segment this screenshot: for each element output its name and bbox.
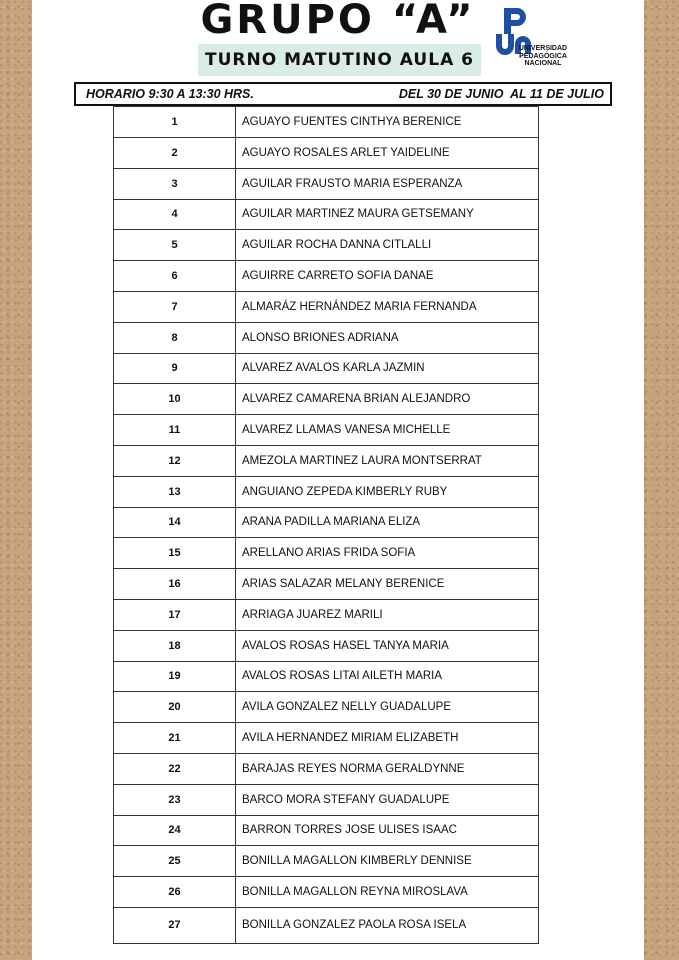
student-number: 19: [114, 661, 236, 692]
table-row: [114, 384, 539, 415]
student-name: ALVAREZ LLAMAS VANESA MICHELLE: [236, 415, 539, 446]
page-title: GRUPO “A”: [200, 0, 476, 43]
logo-line-2: PEDAGÓGICA: [519, 52, 567, 60]
table-row: [114, 261, 539, 292]
schedule-dates: DEL 30 DE JUNIO AL 11 DE JULIO: [398, 87, 604, 101]
table-row: [114, 692, 539, 723]
student-number: 15: [114, 538, 236, 569]
student-name: BARAJAS REYES NORMA GERALDYNNE: [236, 753, 539, 784]
student-name: AGUILAR MARTINEZ MAURA GETSEMANY: [236, 199, 539, 230]
student-number: 11: [114, 415, 236, 446]
student-name: ALMARÁZ HERNÁNDEZ MARIA FERNANDA: [236, 291, 539, 322]
schedule-hours: HORARIO 9:30 A 13:30 HRS.: [86, 87, 254, 101]
student-name: AMEZOLA MARTINEZ LAURA MONTSERRAT: [236, 445, 539, 476]
table-row: [114, 445, 539, 476]
student-number: 2: [114, 138, 236, 169]
student-table-body: [114, 107, 539, 944]
table-row: [114, 723, 539, 754]
student-number: 17: [114, 599, 236, 630]
student-name: BONILLA MAGALLON REYNA MIROSLAVA: [236, 877, 539, 908]
student-number: 3: [114, 168, 236, 199]
roster-sheet: [32, 0, 644, 960]
student-number: 6: [114, 261, 236, 292]
table-row: [114, 138, 539, 169]
student-name: BARRON TORRES JOSE ULISES ISAAC: [236, 815, 539, 846]
table-row: [114, 846, 539, 877]
student-number: 5: [114, 230, 236, 261]
student-number: 4: [114, 199, 236, 230]
table-row: [114, 815, 539, 846]
table-row: [114, 291, 539, 322]
student-name: ALVAREZ AVALOS KARLA JAZMIN: [236, 353, 539, 384]
table-row: [114, 353, 539, 384]
student-name: BONILLA GONZALEZ PAOLA ROSA ISELA: [236, 907, 539, 943]
student-number: 26: [114, 877, 236, 908]
student-number: 21: [114, 723, 236, 754]
student-name: ALONSO BRIONES ADRIANA: [236, 322, 539, 353]
student-name: BARCO MORA STEFANY GUADALUPE: [236, 784, 539, 815]
table-row: [114, 599, 539, 630]
table-row: [114, 230, 539, 261]
table-row: [114, 199, 539, 230]
student-name: ARELLANO ARIAS FRIDA SOFIA: [236, 538, 539, 569]
table-row: [114, 322, 539, 353]
student-number: 24: [114, 815, 236, 846]
student-name: AGUAYO ROSALES ARLET YAIDELINE: [236, 138, 539, 169]
student-number: 20: [114, 692, 236, 723]
student-number: 10: [114, 384, 236, 415]
table-row: [114, 168, 539, 199]
student-number: 25: [114, 846, 236, 877]
table-row: [114, 415, 539, 446]
table-row: [114, 784, 539, 815]
student-name: AVILA GONZALEZ NELLY GUADALUPE: [236, 692, 539, 723]
student-name: ANGUIANO ZEPEDA KIMBERLY RUBY: [236, 476, 539, 507]
student-name: ARRIAGA JUAREZ MARILI: [236, 599, 539, 630]
table-row: [114, 569, 539, 600]
student-number: 13: [114, 476, 236, 507]
student-name: AGUIRRE CARRETO SOFIA DANAE: [236, 261, 539, 292]
table-row: [114, 107, 539, 138]
table-row: [114, 877, 539, 908]
student-number: 7: [114, 291, 236, 322]
subtitle-text: TURNO MATUTINO AULA 6: [205, 50, 474, 70]
student-name: AGUAYO FUENTES CINTHYA BERENICE: [236, 107, 539, 138]
logo-wordmark: [512, 45, 574, 68]
student-name: AVILA HERNANDEZ MIRIAM ELIZABETH: [236, 723, 539, 754]
logo-line-1: UNIVERSIDAD: [518, 45, 568, 52]
table-row: [114, 538, 539, 569]
student-number: 16: [114, 569, 236, 600]
student-number: 9: [114, 353, 236, 384]
student-name: AVALOS ROSAS LITAI AILETH MARIA: [236, 661, 539, 692]
student-number: 8: [114, 322, 236, 353]
logo-line-3: NACIONAL: [524, 60, 562, 67]
upn-logo: [494, 8, 574, 70]
student-name: ARIAS SALAZAR MELANY BERENICE: [236, 569, 539, 600]
table-row: [114, 507, 539, 538]
student-name: AGUILAR ROCHA DANNA CITLALLI: [236, 230, 539, 261]
table-row: [114, 630, 539, 661]
student-number: 18: [114, 630, 236, 661]
student-name: BONILLA MAGALLON KIMBERLY DENNISE: [236, 846, 539, 877]
schedule-bar: [74, 82, 612, 106]
table-row: [114, 753, 539, 784]
student-number: 22: [114, 753, 236, 784]
table-row: [114, 661, 539, 692]
student-number: 1: [114, 107, 236, 138]
student-name: AGUILAR FRAUSTO MARIA ESPERANZA: [236, 168, 539, 199]
student-number: 12: [114, 445, 236, 476]
subtitle-banner: [198, 44, 481, 76]
student-name: ALVAREZ CAMARENA BRIAN ALEJANDRO: [236, 384, 539, 415]
student-name: AVALOS ROSAS HASEL TANYA MARIA: [236, 630, 539, 661]
table-row: [114, 907, 539, 943]
student-name: ARANA PADILLA MARIANA ELIZA: [236, 507, 539, 538]
student-number: 23: [114, 784, 236, 815]
table-row: [114, 476, 539, 507]
student-table: [113, 106, 539, 944]
student-number: 14: [114, 507, 236, 538]
student-number: 27: [114, 907, 236, 943]
